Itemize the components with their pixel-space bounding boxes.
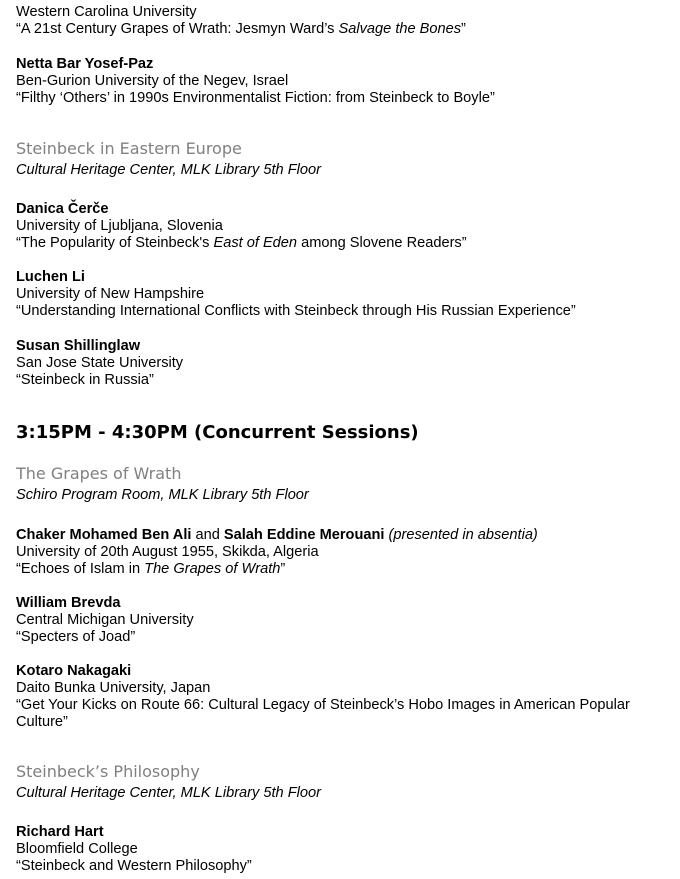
presenter-name: Salah Eddine Merouani xyxy=(223,527,385,543)
presenter-names: Chaker Mohamed Ben Ali and Salah Eddine Merouani (presented in absentia) xyxy=(16,527,538,543)
paper-title: “A 21st Century Grapes of Wrath: Jesmyn Ward’s Salvage the Bones” xyxy=(16,21,466,37)
presenter-name: Danica Čerče xyxy=(16,201,109,217)
presenter-entry xyxy=(16,56,666,107)
session-title: Steinbeck’s Philosophy xyxy=(16,762,200,781)
presenter-name: Luchen Li xyxy=(16,269,85,285)
session-location: Cultural Heritage Center, MLK Library 5th Floor xyxy=(16,785,321,801)
presenter-affiliation: Central Michigan University xyxy=(16,612,194,628)
session-location: Schiro Program Room, MLK Library 5th Floor xyxy=(16,487,309,503)
paper-title: “The Popularity of Steinbeck's East of Eden among Slovene Readers” xyxy=(16,235,467,251)
presenter-entry xyxy=(16,663,666,731)
session-title: Steinbeck in Eastern Europe xyxy=(16,139,242,158)
paper-title: “Get Your Kicks on Route 66: Cultural Legacy of Steinbeck’s Hobo Images in American Popular Culture” xyxy=(16,697,630,730)
presenter-affiliation: University of New Hampshire xyxy=(16,286,205,302)
presenter-entry xyxy=(16,338,666,389)
session-title: The Grapes of Wrath xyxy=(16,464,182,483)
presenter-entry xyxy=(16,595,666,646)
presenter-affiliation: University of Ljubljana, Slovenia xyxy=(16,218,223,234)
presenter-entry xyxy=(16,201,666,252)
presenter-name: William Brevda xyxy=(16,595,121,611)
paper-title: “Steinbeck in Russia” xyxy=(16,372,154,388)
paper-title: “Specters of Joad” xyxy=(16,629,136,645)
presenter-affiliation: Western Carolina University xyxy=(16,4,197,20)
presenter-name: Netta Bar Yosef-Paz xyxy=(16,56,154,72)
presenter-name: Susan Shillinglaw xyxy=(16,338,141,354)
presenter-entry xyxy=(16,824,666,875)
paper-title: “Echoes of Islam in The Grapes of Wrath” xyxy=(16,561,286,577)
paper-title: “Steinbeck and Western Philosophy” xyxy=(16,858,252,874)
presenter-affiliation: University of 20th August 1955, Skikda, Algeria xyxy=(16,544,319,560)
presenter-name: Kotaro Nakagaki xyxy=(16,663,132,679)
presenter-affiliation: Bloomfield College xyxy=(16,841,138,857)
presenter-affiliation: San Jose State University xyxy=(16,355,184,371)
presenter-entry xyxy=(16,4,666,38)
session-location: Cultural Heritage Center, MLK Library 5th Floor xyxy=(16,162,321,178)
paper-title: “Understanding International Conflicts with Steinbeck through His Russian Experience” xyxy=(16,303,576,319)
time-slot-heading: 3:15PM - 4:30PM (Concurrent Sessions) xyxy=(16,422,419,443)
presenter-entry xyxy=(16,269,666,320)
presenter-affiliation: Daito Bunka University, Japan xyxy=(16,680,211,696)
presenter-affiliation: Ben-Gurion University of the Negev, Israel xyxy=(16,73,289,89)
presenter-name: Richard Hart xyxy=(16,824,104,840)
paper-title: “Filthy ‘Others’ in 1990s Environmentalist Fiction: from Steinbeck to Boyle” xyxy=(16,90,495,106)
presenter-name: Chaker Mohamed Ben Ali xyxy=(16,527,192,543)
presentation-note: (presented in absentia) xyxy=(384,527,538,543)
presenter-entry xyxy=(16,527,666,578)
